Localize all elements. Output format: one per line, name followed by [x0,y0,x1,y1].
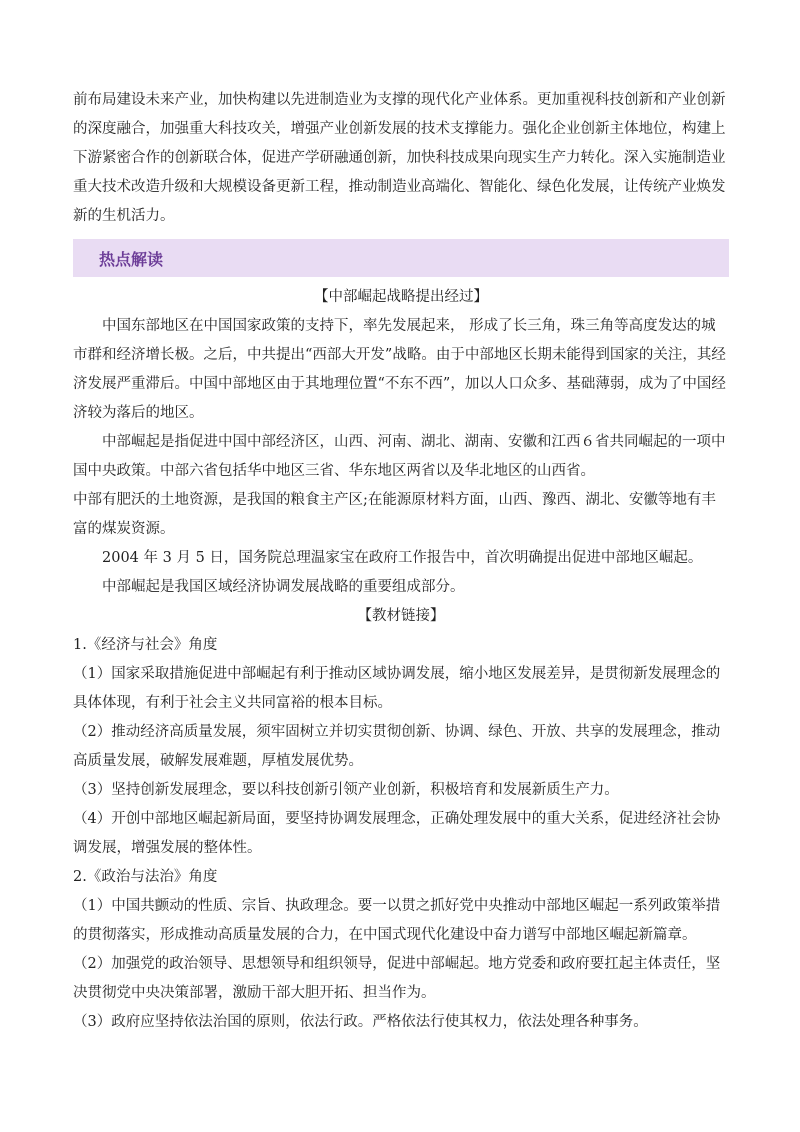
hot-topic-banner [73,239,729,277]
banner-title: 热点解读 [99,250,164,269]
section-1-item: （4）开创中部地区崛起新局面，要坚持协调发展理念，正确处理发展中的重大关系，促进经济社会协调发展，增强发展的整体性。 [73,811,721,856]
section-1-item: （3）坚持创新发展理念，要以科技创新引领产业创新，积极培育和发展新质生产力。 [73,782,619,798]
intro-paragraph: 前布局建设未来产业，加快构建以先进制造业为支撑的现代化产业体系。更加重视科技创新和产业创新的深度融合，加强重大科技攻关，增强产业创新发展的技术支撑能力。强化企业创新主体地位，构建上下游紧密合作的创新联合体，促进产学研融通创新，加快科技成果向现实生产力转化。深入实施制造业重大技术改造升级和大规模设备更新工程，推动制造业高端化、智能化、绿色化发展，让传统产业焕发新的生机活力。 [73,92,726,224]
section-2-item: （1）中国共颤动的性质、宗旨、执政理念。要一以贯之抓好党中央推动中部地区崛起一系列政策举措的贯彻落实，形成推动高质量发展的合力，在中国式现代化建设中奋力谱写中部地区崛起新篇章。 [73,898,721,943]
section-1-item: （2）推动经济高质量发展，须牢固树立并切实贯彻创新、协调、绿色、开放、共享的发展理念，推动高质量发展，破解发展难题，厚植发展优势。 [73,724,721,769]
strategy-paragraph-4: 2004 年 3 月 5 日，国务院总理温家宝在政府工作报告中，首次明确提出促进中部地区崛起。 [102,550,703,566]
section-2-item: （3）政府应坚持依法治国的原则，依法行政。严格依法行使其权力，依法处理各种事务。 [73,1014,648,1030]
textbook-heading: 【教材链接】 [357,608,445,624]
strategy-paragraph-3: 中部有肥沃的土地资源，是我国的粮食主产区;在能源原材料方面，山西、豫西、湖北、安徽等地有丰富的煤炭资源。 [73,492,716,537]
section-2-item: （2）加强党的政治领导、思想领导和组织领导，促进中部崛起。地方党委和政府要扛起主体责任，坚决贯彻党中央决策部署，激励干部大胆开拓、担当作为。 [73,956,721,1001]
section-1-item: （1）国家采取措施促进中部崛起有利于推动区域协调发展，缩小地区发展差异，是贯彻新发展理念的具体体现，有利于社会主义共同富裕的根本目标。 [73,666,721,711]
strategy-heading: 【中部崛起战略提出经过】 [314,289,488,305]
document-page [73,86,729,1037]
strategy-paragraph-5: 中部崛起是我国区域经济协调发展战略的重要组成部分。 [102,579,465,595]
strategy-paragraph-1: 中国东部地区在中国国家政策的支持下，率先发展起来， 形成了长三角，珠三角等高度发达的城市群和经济增长极。之后，中共提出“西部大开发”战略。由于中部地区长期未能得到国家的关注，其经济发展严重滞后。中国中部地区由于其地理位置“不东不西”，加以人口众多、基础薄弱，成为了中国经济较为落后的地区。 [73,318,726,421]
strategy-paragraph-2: 中部崛起是指促进中国中部经济区，山西、河南、湖北、湖南、安徽和江西６省共同崛起的一项中国中央政策。中部六省包括华中地区三省、华东地区两省以及华北地区的山西省。 [73,434,726,479]
section-2-title: 2.《政治与法治》角度 [73,869,218,885]
section-1-title: 1.《经济与社会》角度 [73,637,218,653]
